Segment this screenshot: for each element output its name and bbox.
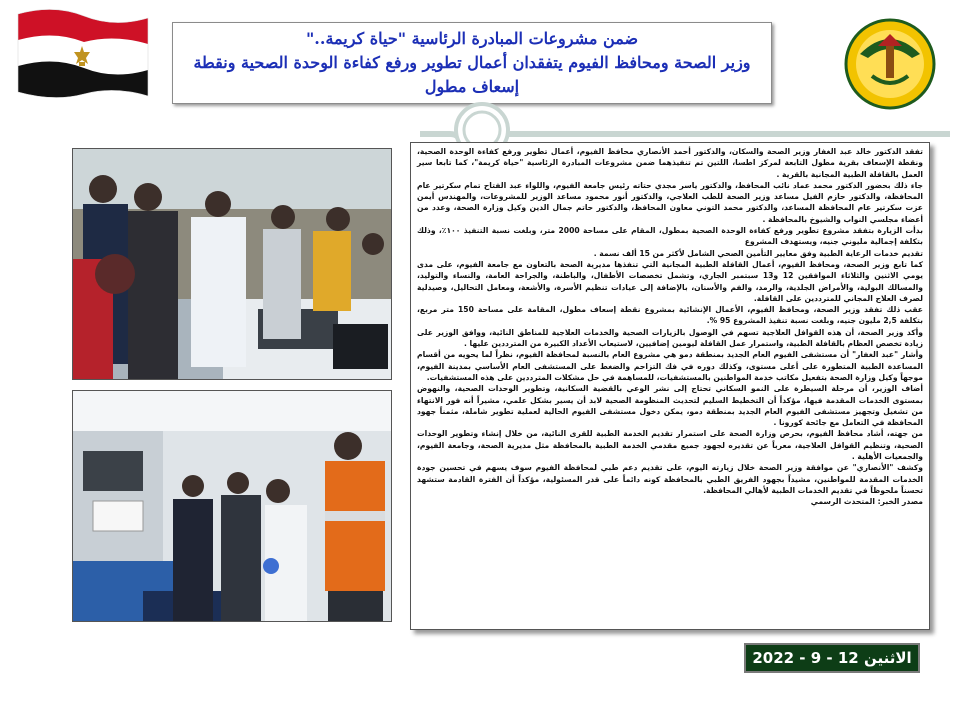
article-paragraph: جاء ذلك بحضور الدكتور محمد عماد نائب المحافظ، والدكتور ياسر مجدي حتاته رئيس جامعة الفيوم، واللواء عبد الفتاح تمام سكرتير عام المحافظة، والدكتور حازم الفيل مساعد وزير الصحة للطب العلاجي، والدكتور أنور محمود مساعد الوزير للمشروعات، والمهندس أيمن عزت سكرتير عام المحافظة المساعد، والدكتور محمد التوني معاون المحافظ، والدكتور حاتم جمال الدين وكيل وزارة الصحة، وعدد من أعضاء مجلسي النواب والشيوخ بالمحافظة .	[417, 180, 923, 224]
article-paragraph: كما تابع وزير الصحة، ومحافظ الفيوم، أعمال القافلة الطبية المجانية التي تنفذها مديرية الصحة بالتعاون مع جامعة الفيوم، على مدى يومي الاثنين والثلاثاء الموافقين 12 و13 سبتمبر الجاري، وتشمل تخصصات الأطفال، والباطنة، والجراحة العامة، والنساء والتوليد، والمسالك البولية، والأمراض الجلدية، والرمد، والفم والأسنان، بالإضافة إلى عيادات تنظيم الأسرة، والأشعة، ومعامل التحاليل، وصيدلية لصرف العلاج المجاني للمترددين على القافلة.	[417, 259, 923, 303]
article-paragraph: وأكد وزير الصحة، أن هذه القوافل العلاجية تسهم في الوصول بالزيارات الصحية والخدمات العلاجية للمناطق النائية، ووافق الوزير على زيادة تخصص العظام بالقافلة الطبية، واستمرار عمل القافلة ليومين إضافيين، لاستيعاب الأعداد الكبيرة من المترددين عليها .	[417, 327, 923, 349]
article-paragraph: من جهته، أشاد محافظ الفيوم، بحرص وزارة الصحة على استمرار تقديم الخدمة الطبية للقرى النائية، من خلال إنشاء وتطوير الوحدات الصحية، وتنظيم القوافل العلاجية، معرباً عن تقديره لجهود جميع مقدمي الخدمة الطبية بالمحافظة مثل مديرية الصحة، وجامعة الفيوم، والجمعيات الأهلية .	[417, 429, 923, 462]
date-label: الاثنين 12 - 9 - 2022	[744, 643, 920, 673]
article-body	[410, 142, 930, 630]
article-paragraph: أضاف الوزير، أن مرحلة السيطرة على النمو السكاني تحتاج إلى نشر الوعي بالقضية السكانية، وتطوير الوحدات الصحية، والنهوض بمستوى الخدمات المقدمة فيها، مؤكداً أن التخطيط السليم لتحديث المنظومة الصحية لابد أن يسير بشكل علمي، مشيراً أنه فور الانتهاء من تشغيل وتجهيز مستشفى الفيوم العام الجديد بمنطقة دمو، يمكن دخول مستشفى الفيوم الحالية لعملية تطوير شاملة، مثمناً جهود المحافظة في التعامل مع جائحة كورونا .	[417, 384, 923, 428]
headline-line-1: ضمن مشروعات المبادرة الرئاسية "حياة كريمة.."	[305, 29, 639, 48]
photo-medical-convoy-visit	[72, 148, 392, 380]
article-source: مصدر الخبر: المتحدث الرسمي	[810, 497, 923, 507]
egypt-flag-icon	[14, 8, 152, 100]
article-paragraph: تفقد الدكتور خالد عبد الغفار وزير الصحة والسكان، والدكتور أحمد الأنصاري محافظ الفيوم، أعمال تطوير ورفع كفاءة الوحدة الصحية، ونقطة الإسعاف بقرية مطول التابعة لمركز اطسا، اللتين تم تنفيذهما ضمن مشروعات المبادرة الرئاسية "حياة كريمة"، كما تابعا سير العمل بالقافلة الطبية المجانية بالقرية .	[417, 147, 923, 179]
article-paragraph: بدأت الزيارة بتفقد مشروع تطوير ورفع كفاءة الوحدة الصحية بمطول، المقام على مساحة 2000 متر، وبلغت نسبة التنفيذ ١٠٠٪، وذلك بتكلفة إجمالية مليوني جنيه، ويستهدف المشروع	[417, 226, 923, 247]
article-paragraph: عقب ذلك تفقد وزير الصحة، ومحافظ الفيوم، الأعمال الإنشائية بمشروع نقطة إسعاف مطول، المقامة على مساحة 150 متر مربع، بتكلفة 2,5 مليون جنيه، وبلغت نسبة تنفيذ المشروع 95 %.	[417, 305, 923, 326]
photo-ambulance-interior	[72, 390, 392, 622]
article-paragraph: وكشف "الأنصاري" عن موافقة وزير الصحة خلال زيارته اليوم، على تقديم دعم طبي لمحافظة الفيوم سوف يسهم في تحسين جودة الخدمات المقدمة للمواطنين، مشيداً بجهود الفريق الطبي بالمحافظة كونه دائماً على قدر المسئولية، مؤكداً أن الفترة القادمة ستشهد تحسناً ملحوظاً في تقديم الخدمات الطبية لأهالي المحافظة.	[417, 463, 923, 495]
headline-line-2: وزير الصحة ومحافظ الفيوم يتفقدان أعمال تطوير ورفع كفاءة الوحدة الصحية ونقطة	[193, 53, 751, 72]
headline-line-3: إسعاف مطول	[424, 77, 520, 96]
article-paragraph: وأشار "عبد الغفار" أن مستشفى الفيوم العام الجديد بمنطقة دمو هي مشروع العام بالنسبة لمحافظة الفيوم، نظراً لما يحويه من أقسام المساعدة الطبية المتطورة على أعلى مستوى، وكذلك دوره في فك التزاحم والضغط على المستشفى العام الأساسي بمدينة الفيوم، موجهاً وكيل وزارة الصحة بتفعيل مكاتب خدمة المواطنين بالمستشفيات، للمساهمة في حل مشكلات المترددين على هذه المستشفيات.	[417, 350, 923, 382]
article-paragraph: تقديم خدمات الرعاية الطبية وفق معايير التأمين الصحي الشامل لأكثر من 15 ألف نسمة .	[593, 248, 923, 258]
headline-box	[172, 22, 772, 104]
fayoum-governorate-logo	[832, 14, 948, 114]
